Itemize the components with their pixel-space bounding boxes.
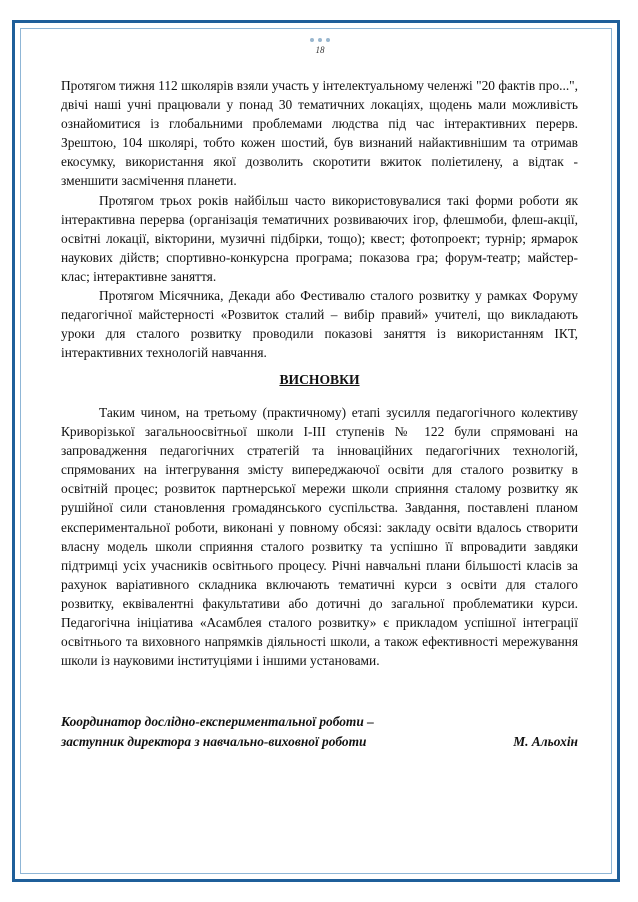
conclusions-text: Таким чином, на третьому (практичному) етапі зусилля педагогічного колективу Криворізької загальноосвітньої школи І-ІІІ ступенів № 122 були спрямовані на запровадження педагогічних стратегій та інноваційних педагогічних технологій, спрямованих на інтегрування змісту випереджаючої освіти для сталого розвитку в освітній процес; розвиток партнерської мережи школи сприяння сталому розвитку як рушійної сили становлення громадянського суспільства. Завдання, поставлені планом експериментальної роботи, виконані у повному обсязі: закладу освіти вдалось створити власну модель школи сприяння сталого розвитку та успішно її впровадити завдяки підтримці усіх учасників освітнього процесу. Річні навчальні плани більшості класів за рахунок варіативного складника включають тематичні курси з освіти для сталого розвитку, еквівалентні факультативи або дотичні до загальної проблематики курси. Педагогічна ініціатива «Асамблея сталого розвитку» є прикладом успішної інтеграції освітнього та виховного напрямків діяльності школи, а також ефективності мережування школи із науковими інституціями і іншими установами. (61, 405, 578, 669)
page-header (300, 38, 340, 56)
conclusions-heading: ВИСНОВКИ (279, 372, 360, 387)
signature-title-line1: Координатор дослідно-експериментальної роботи – (61, 714, 374, 729)
page-number: 18 (315, 45, 325, 55)
dot-icon (310, 38, 314, 42)
conclusions-section (61, 403, 578, 670)
paragraph-work-forms: Протягом трьох років найбільш часто використовувалися такі форми роботи як інтерактивна перерва (організація тематичних розвиваючих ігор, флешмоби, флеш-акції, освітні локації, вікторини, музичні підбірки, тощо); квест; фотопроект; турнір; ярмарок наукових дійств; спортивно-конкурсна програма; показова гра; форум-театр; майстер-клас; інтерактивне заняття. (61, 192, 578, 284)
signature-row (61, 732, 578, 752)
dot-icon (318, 38, 322, 42)
signature-title-line2: заступник директора з навчально-виховної роботи (61, 733, 367, 749)
paragraph-forum: Протягом Місячника, Декади або Фестивалю сталого розвитку у рамках Форуму педагогічної майстерності «Розвиток сталий – вибір правий» учителі, що викладають уроки для сталого розвитку проводили показові заняття із використанням ІКТ, інтерактивних технологій навчання. (61, 288, 578, 361)
signature-name: М. Альохін (513, 733, 578, 749)
body-text (61, 76, 578, 362)
paragraph-challenge: Протягом тижня 112 школярів взяли участь у інтелектуальному челенжі "20 фактів про...", двічі наші учні працювали у понад 30 тематичних локаціях, щодень мали можливість ознайомитися із глобальними проблемами людства під час інтерактивних перерв. Зрештою, 104 школярі, тобто кожен шостий, був визнаний найактивнішим та отримав екосумку, використання якої дозволить скоротити вжиток поліетилену, а відтак - зменшити засмічення планети. (61, 78, 578, 189)
signature-block (61, 712, 578, 751)
dot-icon (326, 38, 330, 42)
